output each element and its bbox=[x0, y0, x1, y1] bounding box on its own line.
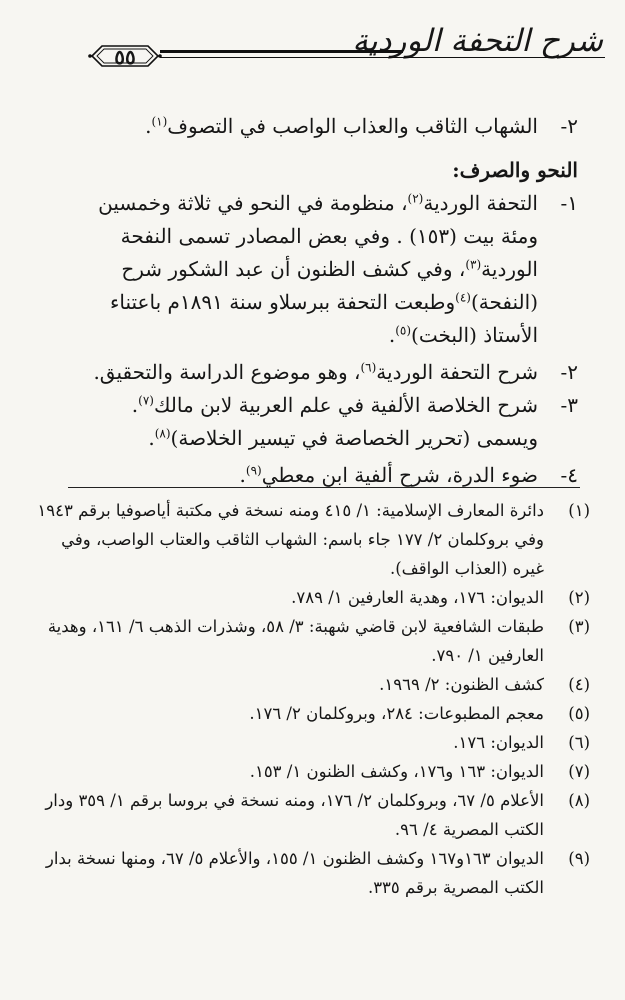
footnote-number: (٧) bbox=[568, 762, 590, 781]
footnote-number: (٣) bbox=[568, 617, 590, 636]
item-text-part: شرح الخلاصة الألفية في علم العربية لابن مالك bbox=[153, 393, 538, 417]
footnote-text: الأعلام ٥/ ٦٧، وبروكلمان ٢/ ١٧٦، ومنه نسخة في بروسا برقم ١/ ٣٥٩ ودار الكتب المصرية ٤/ ٩٦. bbox=[45, 791, 544, 839]
footnote-ref: (٩) bbox=[245, 463, 262, 478]
footnote bbox=[32, 757, 590, 786]
footnote-divider bbox=[68, 487, 580, 488]
footnote-text: طبقات الشافعية لابن قاضي شهبة: ٣/ ٥٨، وشذرات الذهب ٦/ ١٦١، وهدية العارفين ١/ ٧٩٠. bbox=[47, 617, 544, 665]
item-text-part: ، وهو موضوع الدراسة والتحقيق. bbox=[93, 360, 361, 384]
item-text bbox=[66, 389, 538, 455]
footnote-ref: (٣) bbox=[465, 257, 482, 272]
item-number: ٤- bbox=[560, 463, 578, 487]
footnote-ref: (٥) bbox=[395, 323, 412, 338]
footnote-number: (١) bbox=[568, 501, 590, 520]
header-rule-thick bbox=[160, 50, 403, 53]
item-text-part: ويسمى (تحرير الخصاصة في تيسير الخلاصة) bbox=[170, 426, 538, 450]
footnote bbox=[32, 496, 590, 583]
footnote-text: الديوان: ١٧٦، وهدية العارفين ١/ ٧٨٩. bbox=[291, 588, 544, 607]
footnote-ref: (٤) bbox=[455, 290, 471, 305]
item-text-part: . bbox=[131, 393, 139, 417]
item-text bbox=[66, 110, 538, 143]
footnote-number: (٨) bbox=[568, 791, 590, 810]
footnote-text: الديوان ١٦٣و١٦٧ وكشف الظنون ١/ ١٥٥، والأعلام ٥/ ٦٧، ومنها نسخة بدار الكتب المصرية برقم ٣٣٥. bbox=[45, 849, 544, 897]
item-text-part: ، منظومة في النحو في ثلاثة وخمسين ومئة بيت (١٥٣) . وفي بعض المصادر تسمى النفحة الوردية bbox=[98, 191, 538, 281]
item-text-part: ، وفي كشف الظنون أن عبد الشكور شرح (النفحة) bbox=[121, 257, 538, 314]
item-text-part: وطبعت التحفة ببرسلاو سنة ١٨٩١م باعتناء الأستاذ (البخت) bbox=[109, 290, 538, 347]
page-number-ornament bbox=[88, 40, 162, 72]
page-number: ٥٥ bbox=[114, 45, 136, 69]
footnote bbox=[32, 583, 590, 612]
item-text-part: . bbox=[148, 426, 155, 450]
footnote-number: (٤) bbox=[568, 675, 590, 694]
footnote bbox=[32, 786, 590, 844]
item-text-part: التحفة الوردية bbox=[423, 191, 538, 215]
item-text-part: . bbox=[239, 463, 246, 487]
footnote bbox=[32, 728, 590, 757]
header-rule-thin bbox=[160, 57, 605, 58]
item-number: ١- bbox=[560, 191, 578, 215]
footnote-text: الديوان: ١٧٦. bbox=[453, 733, 544, 752]
footnote-number: (٥) bbox=[568, 704, 590, 723]
item-number: ٢- bbox=[560, 360, 578, 384]
footnote bbox=[32, 670, 590, 699]
footnotes bbox=[32, 496, 590, 902]
running-title: شرح التحفة الوردية bbox=[352, 23, 603, 59]
list-item bbox=[66, 356, 578, 389]
section-heading: النحو والصرف: bbox=[452, 158, 578, 182]
footnote-number: (٢) bbox=[568, 588, 590, 607]
footnote-text: الديوان: ١٦٣ و١٧٦، وكشف الظنون ١/ ١٥٣. bbox=[249, 762, 544, 781]
footnote-ref: (٧) bbox=[138, 393, 154, 408]
item-text-part: الشهاب الثاقب والعذاب الواصب في التصوف bbox=[167, 114, 538, 138]
footnote-ref: (١) bbox=[151, 114, 168, 129]
list-item bbox=[66, 389, 578, 455]
item-text-part: ضوء الدرة، شرح ألفية ابن معطي bbox=[261, 463, 538, 487]
list-item bbox=[66, 110, 578, 143]
footnote-ref: (٦) bbox=[360, 360, 377, 375]
running-header bbox=[0, 22, 625, 92]
footnote-ref: (٨) bbox=[154, 426, 171, 441]
footnote bbox=[32, 612, 590, 670]
main-text bbox=[66, 110, 578, 492]
footnote bbox=[32, 844, 590, 902]
item-text bbox=[66, 187, 538, 352]
footnote-number: (٩) bbox=[568, 849, 590, 868]
footnote-text: كشف الظنون: ٢/ ١٩٦٩. bbox=[379, 675, 544, 694]
footnote bbox=[32, 699, 590, 728]
item-text-part: . bbox=[145, 114, 152, 138]
item-number: ٣- bbox=[560, 393, 578, 417]
footnote-number: (٦) bbox=[568, 733, 590, 752]
item-text-part: شرح التحفة الوردية bbox=[376, 360, 538, 384]
item-text bbox=[66, 356, 538, 389]
footnote-text: معجم المطبوعات: ٢٨٤، وبروكلمان ٢/ ١٧٦. bbox=[249, 704, 544, 723]
footnote-ref: (٢) bbox=[407, 191, 424, 206]
list-item bbox=[66, 187, 578, 352]
footnote-text: دائرة المعارف الإسلامية: ١/ ٤١٥ ومنه نسخة في مكتبة أياصوفيا برقم ١٩٤٣ وفي بروكلمان ٢/ ١٧٧ جاء باسم: الشهاب الثاقب والعتاب الواصب، وفي غيره (العذاب الواقف). bbox=[37, 501, 544, 578]
item-number: ٢- bbox=[560, 114, 578, 138]
item-text-part: . bbox=[388, 323, 396, 347]
